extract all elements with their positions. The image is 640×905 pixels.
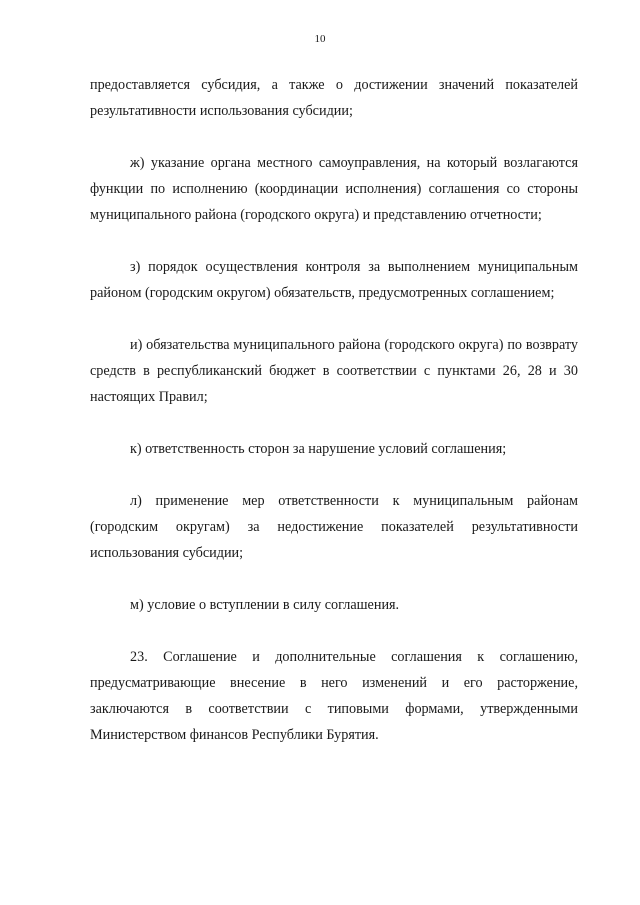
document-body — [90, 72, 578, 748]
paragraph-item-z: з) порядок осуществления контроля за выполнением муниципальным районом (городским округом) обязательств, предусмотренных соглашением; — [90, 259, 578, 301]
paragraph-item-l: л) применение мер ответственности к муниципальным районам (городским округам) за недостижение показателей результативности использования субсидии; — [90, 493, 578, 561]
paragraph-item-zh: ж) указание органа местного самоуправления, на который возлагаются функции по исполнению (координации исполнения) соглашения со стороны муниципального района (городского округа) и представлению отчетности; — [90, 155, 578, 223]
paragraph-continuation: предоставляется субсидия, а также о достижении значений показателей результативности использования субсидии; — [90, 77, 578, 119]
paragraph-item-m: м) условие о вступлении в силу соглашения. — [130, 597, 400, 613]
paragraph-item-k: к) ответственность сторон за нарушение условий соглашения; — [130, 441, 507, 457]
page-number: 10 — [314, 33, 326, 45]
paragraph-clause-23: 23. Соглашение и дополнительные соглашения к соглашению, предусматривающие внесение в него изменений и его расторжение, заключаются в соответствии с типовыми формами, утвержденными Министерством финансов Республики Бурятия. — [90, 649, 578, 743]
paragraph-item-i: и) обязательства муниципального района (городского округа) по возврату средств в республиканский бюджет в соответствии с пунктами 26, 28 и 30 настоящих Правил; — [90, 337, 578, 405]
